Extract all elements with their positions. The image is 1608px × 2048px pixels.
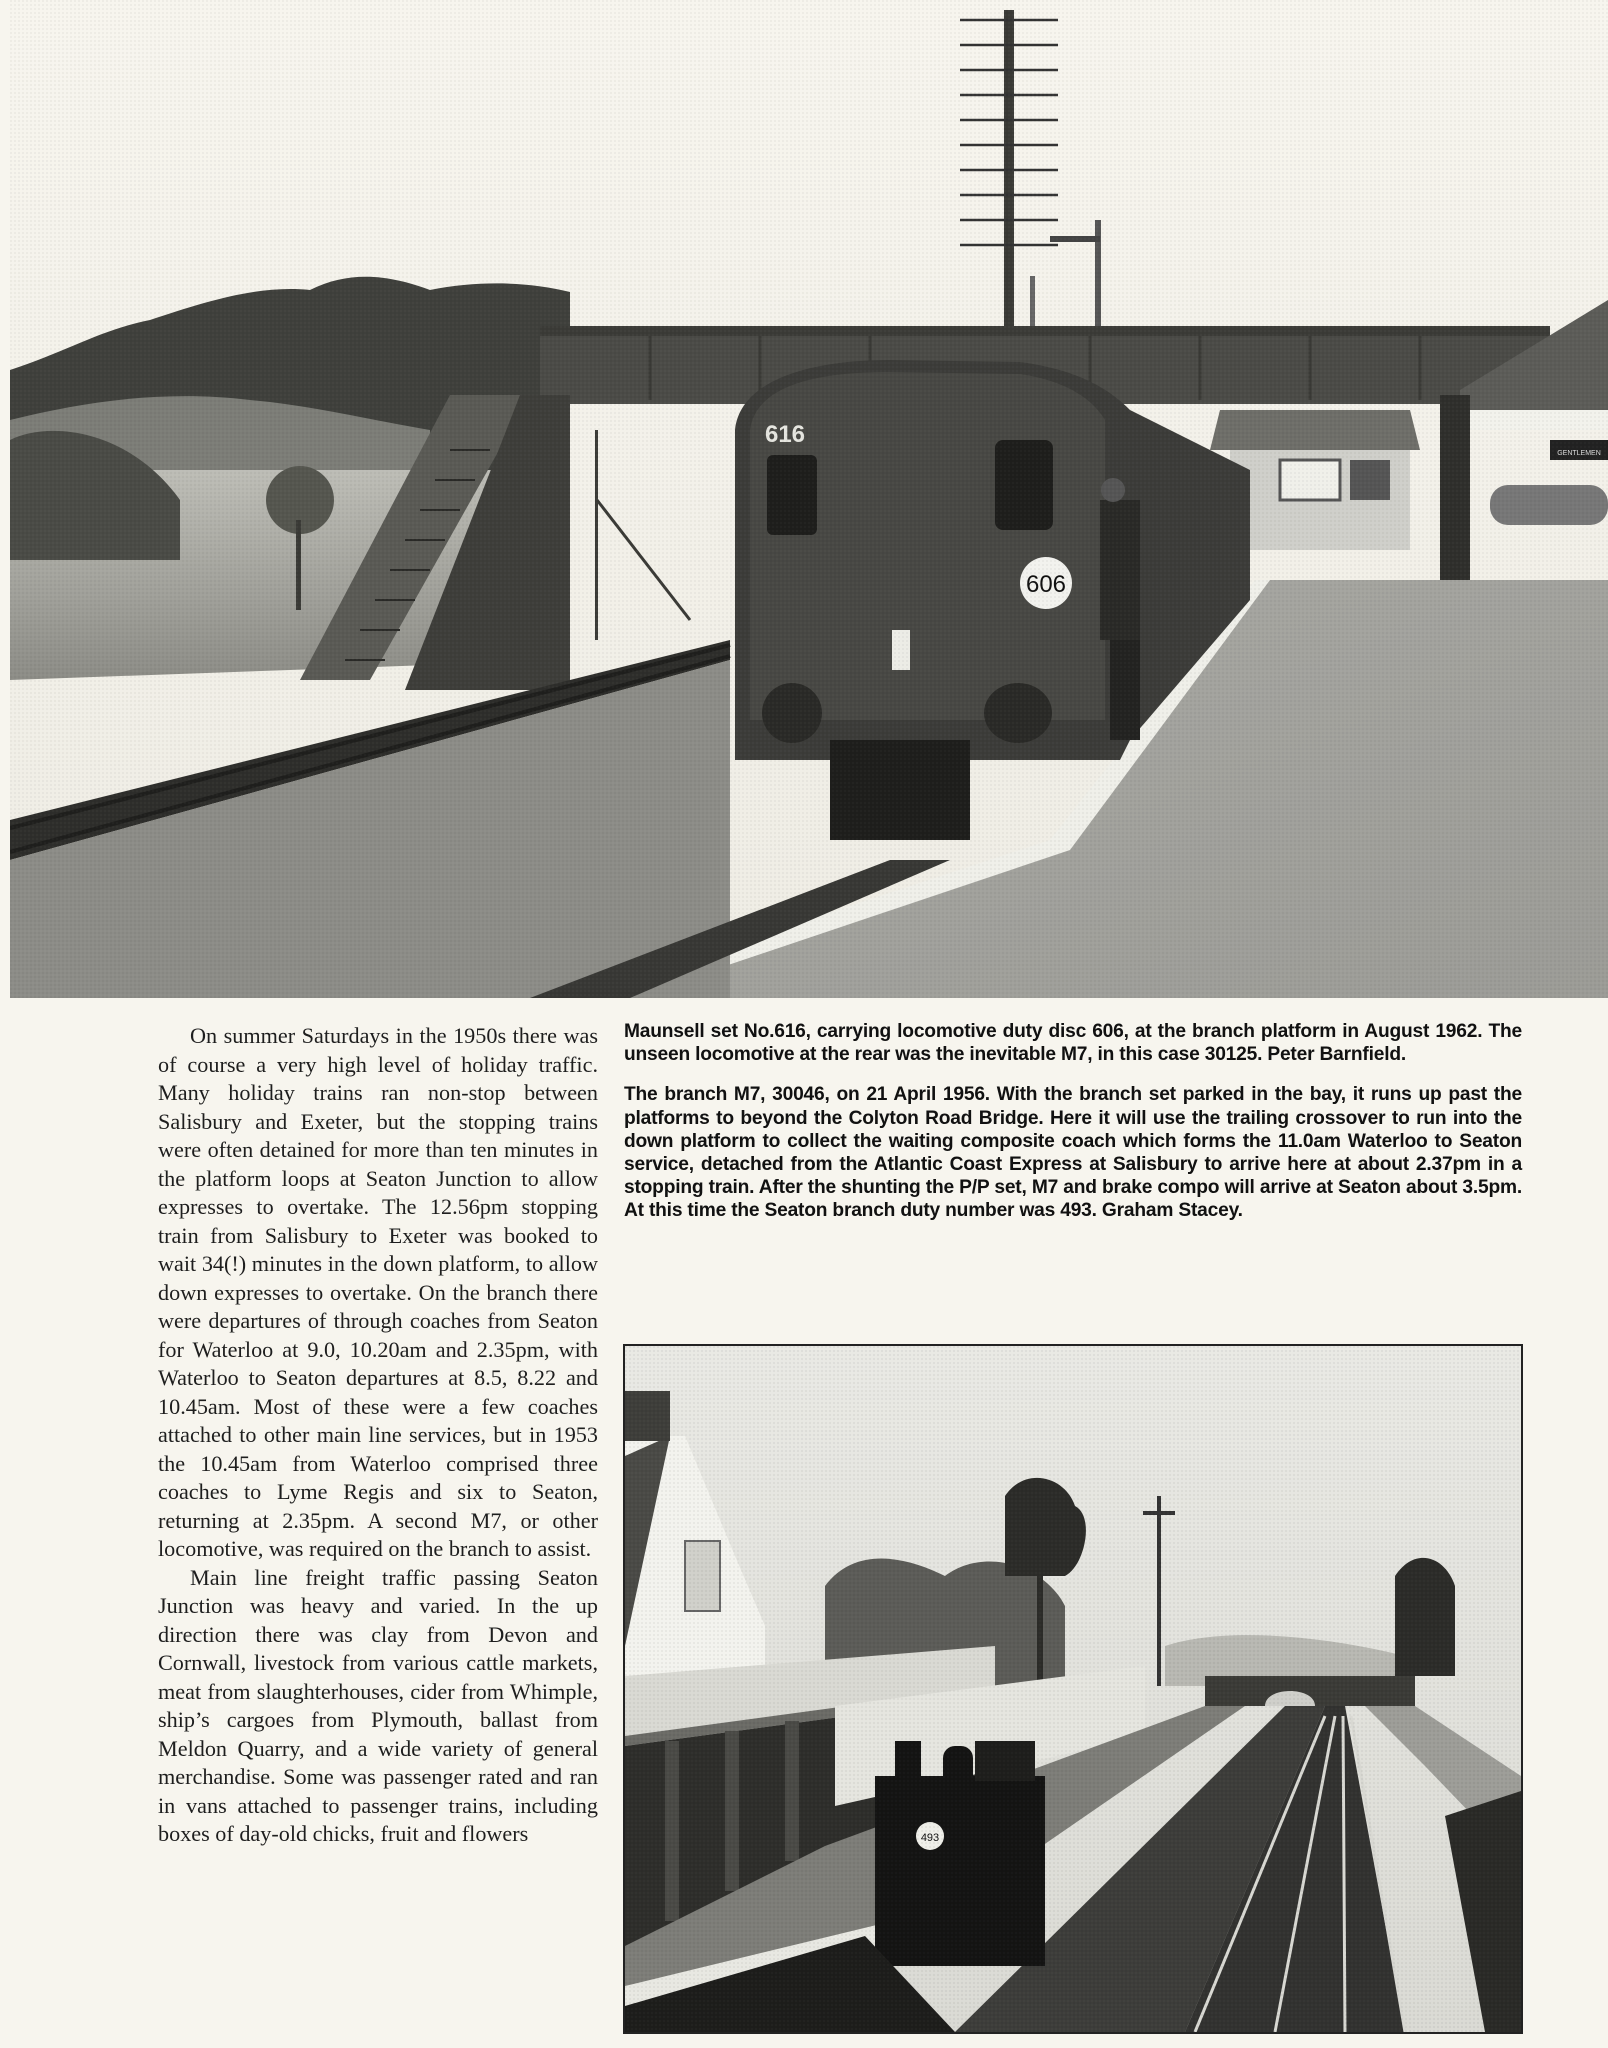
caption-top-photo: Maunsell set No.616, carrying locomotive duty disc 606, at the branch platform in August 1962. The unseen locomotive at the rear was the inevitable M7, in this case 30125. Peter Barnfield. [624,1021,1522,1066]
photo-bottom-illustration [625,1346,1521,2032]
body-text-column [158,1022,598,1849]
photo-m7-locomotive-passing-platforms [623,1344,1523,2034]
photo-seaton-junction-branch-platform [10,0,1608,998]
caption-bottom-photo: The branch M7, 30046, on 21 April 1956. With the branch set parked in the bay, it runs up past the platforms to beyond the Colyton Road Bridge. Here it will use the trailing crossover to run into the down platform to collect the waiting composite coach which forms the 11.0am Waterloo to Seaton service, detached from the Atlantic Coast Express at Salisbury to arrive here at about 2.37pm in a stopping train. After the shunting the P/P set, M7 and brake compo will arrive at Seaton about 3.5pm. At this time the Seaton branch duty number was 493. Graham Stacey. [624,1084,1522,1222]
body-paragraph-2: Main line freight traffic passing Seaton Junction was heavy and varied. In the up direction there was clay from Devon and Cornwall, livestock from various cattle markets, meat from slaughterhouses, cider from Whimple, ship’s cargoes from Plymouth, ballast from Meldon Quarry, and a wide variety of general merchandise. Some was passenger rated and ran in vans attached to passenger trains, including boxes of day-old chicks, fruit and flowers [158,1564,598,1846]
photo-captions [624,1020,1522,1240]
body-paragraph-1: On summer Saturdays in the 1950s there was of course a very high level of holiday traffic. Many holiday trains ran non-stop between Salisbury and Exeter, but the stopping trains were often detained for more than ten minutes in the platform loops at Seaton Junction to allow expresses to overtake. The 12.56pm stopping train from Salisbury to Exeter was booked to wait 34(!) minutes in the down platform, to allow down expresses to overtake. On the branch there were departures of through coaches from Seaton for Waterloo at 9.0, 10.20am and 2.35pm, with Waterloo to Seaton departures at 8.5, 8.22 and 10.45am. Most of these were a few coaches attached to other main line services, but in 1953 the 10.45am from Waterloo comprised three coaches to Lyme Regis and six to Seaton, returning at 2.35pm. A second M7, or other locomotive, was required on the branch to assist. [158,1023,598,1561]
photo-top-illustration [10,0,1608,998]
